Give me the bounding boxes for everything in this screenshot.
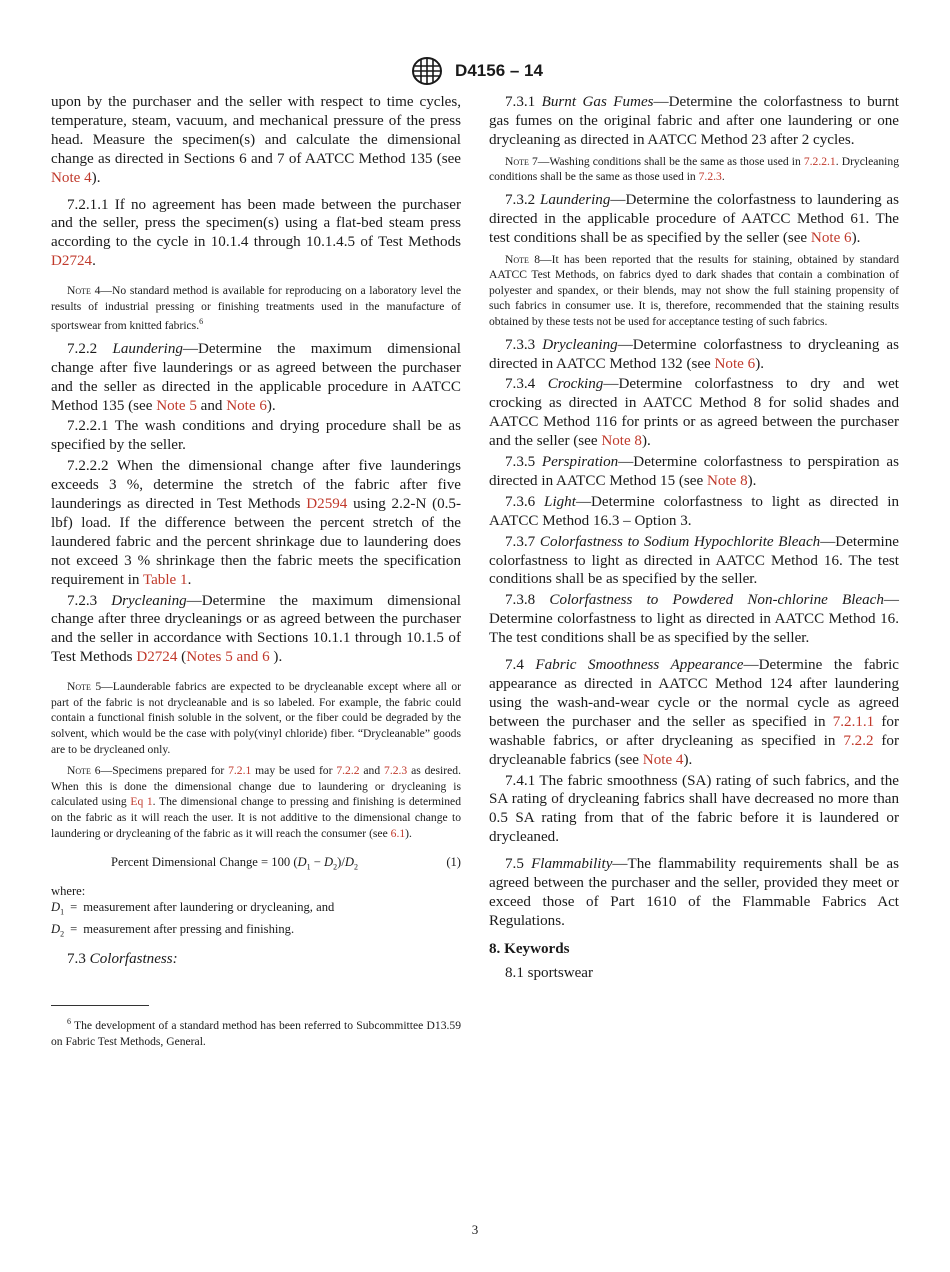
paragraph: 7.3.2 Laundering—Determine the colorfastness to laundering as directed in the applicable procedure of AATCC Method 61. The test conditions shall be as specified by the seller (see Note 6).: [489, 191, 899, 246]
equation-link[interactable]: Eq 1: [130, 795, 153, 809]
page-number: 3: [471, 1222, 479, 1237]
note-link[interactable]: Note 8: [706, 472, 748, 489]
note-link[interactable]: Note 8: [601, 433, 642, 450]
paragraph: 7.2.3 Drycleaning—Determine the maximum dimensional change after three drycleanings or as agreed between the purchaser and the seller in accordance with Sections 10.1.1 through 10.1.5 of Test Methods D2724 (Notes 5 and 6 ).: [51, 592, 461, 666]
paragraph: 7.2.1.1 If no agreement has been made between the purchaser and the seller, press the specimen(s) using a flat-bed steam press according to the cycle in 10.1.4 through 10.1.4.5 of Test Methods D2724.: [51, 196, 461, 270]
note-link[interactable]: Note 6: [714, 355, 756, 372]
note-7: Note 7—Washing conditions shall be the same as those used in 7.2.2.1. Drycleaning conditions shall be the same as those used in 7.2.3.: [489, 154, 899, 184]
section-link[interactable]: 7.2.2: [843, 732, 874, 749]
note-link[interactable]: Note 6: [810, 229, 852, 246]
left-column: [51, 93, 461, 1049]
paragraph: 7.2.2 Laundering—Determine the maximum dimensional change after five launderings or as agreed between the purchaser and the seller as directed in the applicable procedure in AATCC Method 135 (see Note 5 and Note 6).: [51, 340, 461, 414]
note-link[interactable]: Note 6: [226, 397, 267, 414]
footnote-divider: [51, 1005, 149, 1006]
section-link[interactable]: 7.2.3: [698, 170, 722, 184]
paragraph: 7.2.2.2 When the dimensional change after five launderings exceeds 3 %, determine the stretch of the fabric after five launderings as directed in Test Methods D2594 using 2.2-N (0.5-lbf) load. If the difference between the percent stretch of the laundered fabric and the percent shrinkage due to laundering does not exceed 3 % shrinkage then the fabric meets the specification requirement in Table 1.: [51, 458, 461, 588]
where-label: where:: [51, 884, 86, 899]
right-column: [489, 93, 899, 985]
note-5: Note 5—Launderable fabrics are expected to be drycleanable except where all or part of the fabric is not drycleanable and is so labeled. For example, the fabric could contain a functional finish soluble in the solvent, or the fiber could be degraded by the solvent, which would be the case with poly(vinyl chloride) fiber. “Drycleanable” goods are to be drycleaned only.: [51, 680, 462, 756]
table-link[interactable]: Table 1: [142, 571, 188, 588]
note-8: Note 8—It has been reported that the results for staining, obtained by standard AATCC Test Methods, on fabrics dyed to dark shades that contain a combination of polyester and spandex, or their blends, may not show the full staining propensity of such fabrics in consumer use. It is, therefore, recommended that the staining results obtained by these tests not be used for acceptance testing of such fabrics.: [489, 252, 899, 328]
paragraph: 7.4 Fabric Smoothness Appearance—Determine the fabric appearance as directed in AATCC Method 124 after laundering using the wash-and-wear cycle or the normal cycle as agreed between the purchaser and the seller as specified in 7.2.1.1 for washable fabrics, or after drycleaning as specified in 7.2.2 for drycleanable fabrics (see Note 4).: [489, 657, 899, 768]
document-code: D4156 – 14: [455, 61, 543, 80]
section-link[interactable]: 7.2.1.1: [832, 713, 875, 730]
equation-1: [51, 851, 461, 877]
equation-body: Percent Dimensional Change = 100 $(D_1 - D_2)/D_2$: [111, 855, 358, 872]
section-link[interactable]: 7.2.2.1: [803, 154, 836, 168]
paragraph: 7.3.3 Drycleaning—Determine colorfastness to drycleaning as directed in AATCC Method 132 (see Note 6).: [489, 336, 899, 372]
astm-logo: [407, 56, 447, 86]
section-link[interactable]: 7.2.3: [384, 764, 408, 778]
paragraph: 7.3.8 Colorfastness to Powdered Non-chlorine Bleach—Determine colorfastness to light as directed in AATCC Method 16. The test conditions shall be as specified by the seller.: [489, 592, 899, 647]
note-link[interactable]: Note 4: [51, 169, 92, 186]
standard-link[interactable]: D2594: [306, 496, 348, 513]
paragraph: 7.3.5 Perspiration—Determine colorfastness to perspiration as directed in AATCC Method 15 (see Note 8).: [489, 454, 899, 489]
section-link[interactable]: 7.2.2: [336, 764, 360, 778]
paragraph: 7.3.7 Colorfastness to Sodium Hypochlorite Bleach—Determine colorfastness to light as directed in AATCC Method 16. The test conditions shall be as specified by the seller.: [489, 533, 899, 588]
paragraph: 7.2.2.1 The wash conditions and drying procedure shall be as specified by the seller.: [51, 418, 461, 454]
page-header: [0, 56, 950, 86]
note-4: Note 4—No standard method is available for reproducing on a laboratory level the results of industrial pressing or finishing treatments used in the manufacture of sportswear from knitted fabrics.$^6$: [51, 284, 461, 333]
variable-row: $D_2$ = measurement after pressing and finishing.: [51, 921, 295, 939]
note-link[interactable]: Note 5: [156, 397, 197, 414]
paragraph: 7.3.6 Light—Determine colorfastness to light as directed in AATCC Method 16.3 – Option 3.: [489, 493, 899, 529]
paragraph: upon by the purchaser and the seller with respect to time cycles, temperature, steam, vacuum, and mechanical pressure of the press head. Measure the specimen(s) and calculate the dimensional change as directed in Sections 6 and 7 of AATCC Method 135 (see Note 4).: [51, 94, 461, 186]
note-6: Note 6—Specimens prepared for 7.2.1 may be used for 7.2.2 and 7.2.3 as desired. When this is done the dimensional change due to laundering or drycleaning is calculated using Eq 1. The dimensional change to pressing and finishing is determined on the fabric as it will reach the user. It is not additive to the dimensional change to laundering or drycleaning of the fabric as it will reach the consumer (see 6.1).: [51, 764, 461, 840]
standard-link[interactable]: D2724: [136, 649, 178, 666]
section-link[interactable]: 7.2.1: [228, 764, 252, 778]
note-link[interactable]: Notes 5 and 6: [186, 649, 270, 666]
note-link[interactable]: Note 4: [642, 751, 684, 768]
variable-definitions: [51, 899, 340, 942]
paragraph: 7.3.4 Crocking—Determine colorfastness to dry and wet crocking as directed in AATCC Method 8 for solid shades and AATCC Method 116 for prints or as agreed between the purchaser and the seller (see Note 8).: [489, 376, 899, 450]
section-heading: 8. Keywords: [489, 940, 570, 957]
paragraph: 7.3.1 Burnt Gas Fumes—Determine the colorfastness to burnt gas fumes on the original fabric and after one laundering or one drycleaning as directed in AATCC Method 23 after 2 cycles.: [489, 94, 899, 148]
section-link[interactable]: 6.1: [390, 826, 406, 840]
equation-number: (1): [446, 855, 461, 870]
paragraph: 8.1 sportswear: [505, 964, 594, 981]
paragraph: 7.4.1 The fabric smoothness (SA) rating of such fabrics, and the SA rating of drycleaning fabrics shall have decreased no more than 0.5 SA rating from that of the fabric before it is laundered or drycleaned.: [489, 772, 899, 846]
paragraph: 7.3 Colorfastness:: [67, 951, 178, 968]
variable-row: $D_1$ = measurement after laundering or drycleaning, and: [51, 900, 335, 917]
footnote: $^6$ The development of a standard method has been referred to Subcommittee D13.59 on Fabric Test Methods, General.: [51, 1017, 461, 1048]
paragraph: 7.5 Flammability—The flammability requirements shall be as agreed between the purchaser and the seller, provided they meet or exceed those of Part 1610 of the Flammable Fabrics Act Regulations.: [489, 856, 900, 929]
standard-link[interactable]: D2724: [51, 253, 93, 270]
